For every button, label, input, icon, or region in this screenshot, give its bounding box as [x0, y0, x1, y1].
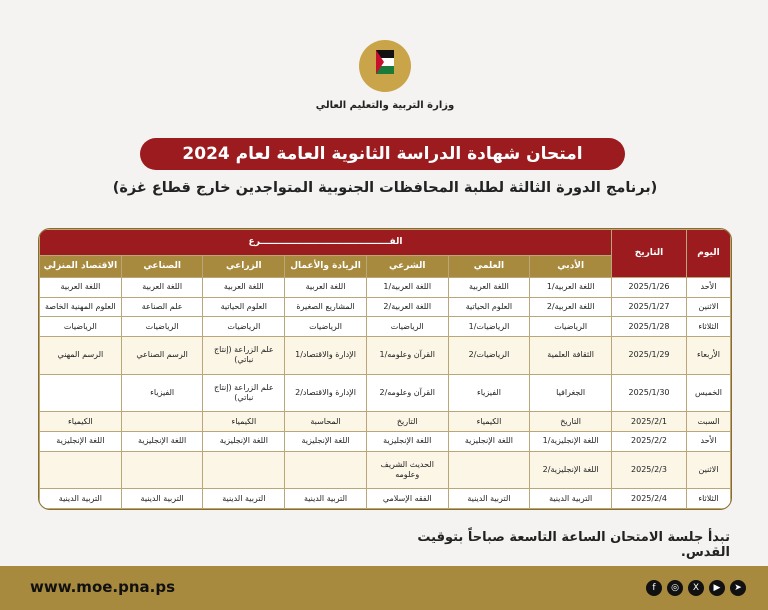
subject-cell: القرآن وعلومه/2 — [366, 374, 448, 412]
subject-cell: القرآن وعلومه/1 — [366, 337, 448, 375]
header-stream: العلمي — [448, 256, 530, 278]
header-day: اليوم — [687, 230, 731, 278]
subject-cell: المشاريع الصغيرة — [285, 297, 367, 317]
subject-cell: اللغة الإنجليزية — [366, 431, 448, 451]
instagram-icon[interactable]: ◎ — [667, 580, 683, 596]
table-row — [40, 297, 731, 317]
date-cell: 2025/2/3 — [612, 451, 687, 489]
header-stream: الزراعي — [203, 256, 285, 278]
day-cell: الثلاثاء — [687, 317, 731, 337]
subject-cell: الكيمياء — [203, 412, 285, 432]
exam-time-note: تبدأ جلسة الامتحان الساعة التاسعة صباحاً بتوقيت القدس. — [417, 530, 730, 560]
subject-cell: التربية الدينية — [448, 489, 530, 509]
subject-cell: التاريخ — [530, 412, 612, 432]
subject-cell: المحاسبة — [285, 412, 367, 432]
table-row — [40, 337, 731, 375]
page-subtitle: (برنامج الدورة الثالثة لطلبة المحافظات الجنوبية المتواجدين خارج قطاع غزة) — [112, 180, 658, 196]
subject-cell: اللغة العربية — [40, 278, 122, 298]
subject-cell: الإدارة والاقتصاد/2 — [285, 374, 367, 412]
table-row — [40, 431, 731, 451]
subject-cell: الرسم المهني — [40, 337, 122, 375]
date-cell: 2025/1/27 — [612, 297, 687, 317]
x-icon[interactable]: X — [688, 580, 704, 596]
date-cell: 2025/1/29 — [612, 337, 687, 375]
social-icons — [646, 580, 746, 596]
telegram-icon[interactable]: ➤ — [730, 580, 746, 596]
subject-cell: الجغرافيا — [530, 374, 612, 412]
day-cell: الاثنين — [687, 451, 731, 489]
subject-cell: علم الزراعة (إنتاج نباتي) — [203, 374, 285, 412]
subject-cell — [40, 451, 122, 489]
header-stream: الأدبي — [530, 256, 612, 278]
subject-cell: الكيمياء — [40, 412, 122, 432]
exam-schedule-table — [38, 228, 732, 510]
day-cell: الأحد — [687, 431, 731, 451]
subject-cell: اللغة العربية/1 — [366, 278, 448, 298]
subject-cell: الإدارة والاقتصاد/1 — [285, 337, 367, 375]
subject-cell: الحديث الشريف وعلومه — [366, 451, 448, 489]
subject-cell: التربية الدينية — [121, 489, 203, 509]
date-cell: 2025/1/26 — [612, 278, 687, 298]
subject-cell: اللغة العربية/2 — [530, 297, 612, 317]
date-cell: 2025/1/28 — [612, 317, 687, 337]
subject-cell: العلوم الحياتية — [448, 297, 530, 317]
subject-cell: اللغة الإنجليزية — [121, 431, 203, 451]
subject-cell: اللغة العربية — [203, 278, 285, 298]
subject-cell: اللغة الإنجليزية/1 — [530, 431, 612, 451]
header-stream: الشرعي — [366, 256, 448, 278]
subject-cell: اللغة الإنجليزية/2 — [530, 451, 612, 489]
subject-cell: العلوم المهنية الخاصة — [40, 297, 122, 317]
day-cell: الاثنين — [687, 297, 731, 317]
subject-cell: الكيمياء — [448, 412, 530, 432]
subject-cell: علم الزراعة (إنتاج نباتي) — [203, 337, 285, 375]
header-stream: الاقتصاد المنزلي — [40, 256, 122, 278]
page-title: امتحان شهادة الدراسة الثانوية العامة لعام 2024 — [140, 138, 625, 170]
subject-cell — [40, 374, 122, 412]
subject-cell: التربية الدينية — [530, 489, 612, 509]
subject-cell: الرياضيات — [121, 317, 203, 337]
day-cell: الخميس — [687, 374, 731, 412]
header-branch: الفــــــــــــــــــــــــــــــــــــــــــرع — [40, 230, 612, 256]
subject-cell: الثقافة العلمية — [530, 337, 612, 375]
day-cell: الأحد — [687, 278, 731, 298]
header-date: التاريخ — [612, 230, 687, 278]
subject-cell: التاريخ — [366, 412, 448, 432]
subject-cell: اللغة العربية — [448, 278, 530, 298]
table-row — [40, 278, 731, 298]
subject-cell: الرياضيات/1 — [448, 317, 530, 337]
subject-cell: التربية الدينية — [285, 489, 367, 509]
subject-cell: اللغة العربية/1 — [530, 278, 612, 298]
subject-cell: اللغة الإنجليزية — [203, 431, 285, 451]
subject-cell: التربية الدينية — [40, 489, 122, 509]
subject-cell: الرياضيات — [203, 317, 285, 337]
subject-cell: الرياضيات — [285, 317, 367, 337]
ministry-name: وزارة التربية والتعليم العالي — [315, 100, 455, 111]
subject-cell: الرياضيات — [40, 317, 122, 337]
header-stream: الصناعي — [121, 256, 203, 278]
date-cell: 2025/1/30 — [612, 374, 687, 412]
subject-cell: اللغة العربية — [285, 278, 367, 298]
day-cell: السبت — [687, 412, 731, 432]
date-cell: 2025/2/2 — [612, 431, 687, 451]
subject-cell: اللغة الإنجليزية — [40, 431, 122, 451]
subject-cell: اللغة العربية — [121, 278, 203, 298]
subject-cell: علم الصناعة — [121, 297, 203, 317]
table-row — [40, 489, 731, 509]
subject-cell: الرياضيات — [530, 317, 612, 337]
table-row — [40, 451, 731, 489]
table-row — [40, 412, 731, 432]
subject-cell: الرياضيات — [366, 317, 448, 337]
table-row — [40, 317, 731, 337]
subject-cell: العلوم الحياتية — [203, 297, 285, 317]
youtube-icon[interactable]: ▶ — [709, 580, 725, 596]
subject-cell — [448, 451, 530, 489]
header-stream: الريادة والأعمال — [285, 256, 367, 278]
website-link[interactable]: www.moe.pna.ps — [30, 578, 176, 596]
subject-cell — [121, 451, 203, 489]
date-cell: 2025/2/4 — [612, 489, 687, 509]
day-cell: الثلاثاء — [687, 489, 731, 509]
subject-cell: الرسم الصناعي — [121, 337, 203, 375]
subject-cell — [203, 451, 285, 489]
subject-cell — [121, 412, 203, 432]
facebook-icon[interactable]: f — [646, 580, 662, 596]
subject-cell: اللغة العربية/2 — [366, 297, 448, 317]
table-row — [40, 374, 731, 412]
subject-cell — [285, 451, 367, 489]
subject-cell: التربية الدينية — [203, 489, 285, 509]
subject-cell: الفيزياء — [448, 374, 530, 412]
subject-cell: اللغة الإنجليزية — [285, 431, 367, 451]
date-cell: 2025/2/1 — [612, 412, 687, 432]
subject-cell: الرياضيات/2 — [448, 337, 530, 375]
subject-cell: الفقه الإسلامي — [366, 489, 448, 509]
subject-cell: الفيزياء — [121, 374, 203, 412]
subject-cell: اللغة الإنجليزية — [448, 431, 530, 451]
day-cell: الأربعاء — [687, 337, 731, 375]
